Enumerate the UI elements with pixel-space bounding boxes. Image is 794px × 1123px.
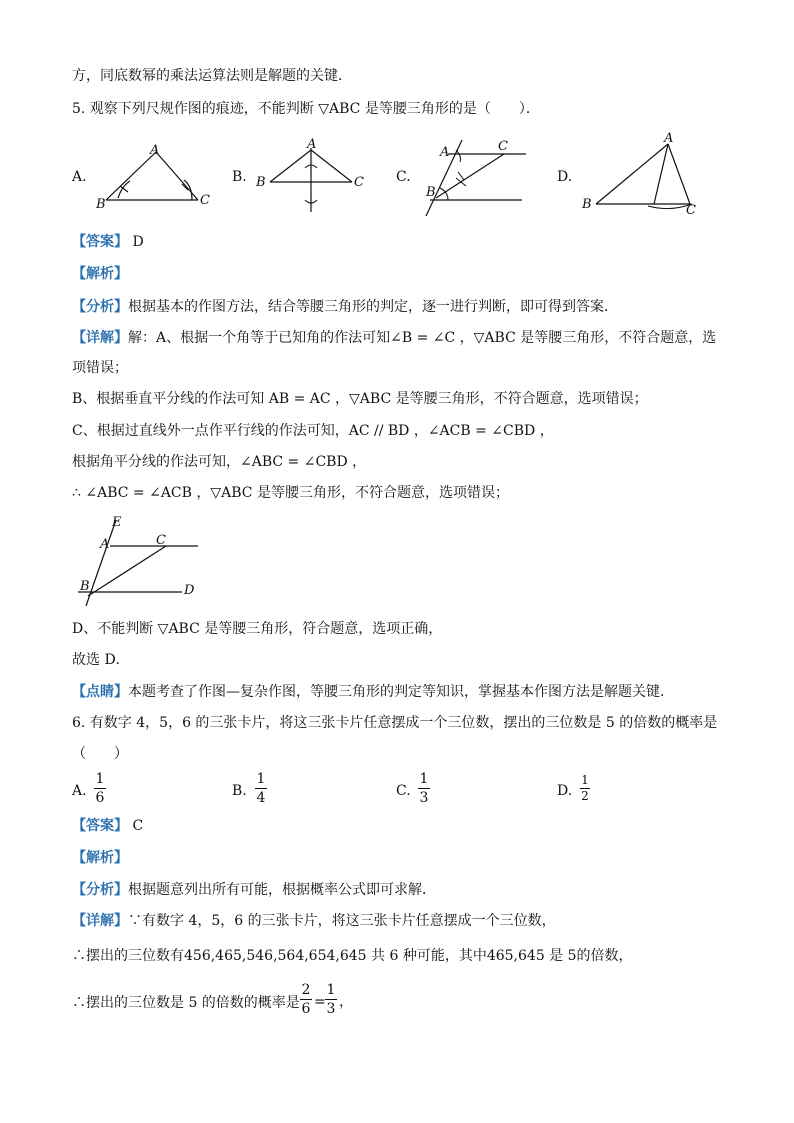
option-a-label: A. [72,783,87,799]
text-line: B、根据垂直平分线的作法可知 AB = AC ，▽ABC 是等腰三角形，不符合题意，选项错误； [72,391,648,407]
analysis-label: 【解析】 [72,850,128,866]
option-d-fraction [580,774,590,803]
question-6: 6. 有数字 4，5，6 的三张卡片，将这三张卡片任意摆成一个三位数，摆出的三位数是 5 的倍数的概率是 [72,715,718,731]
numerator: 2 [301,982,311,998]
option-b-label: B. [232,169,247,185]
question-6-bracket: （ ） [72,746,128,762]
label-a: A [664,132,674,146]
label-b: B [96,197,106,212]
text-line: 根据角平分线的作法可知，∠ABC = ∠CBD ， [72,454,367,470]
numerator: 1 [95,771,105,787]
probability-text: ∴摆出的三位数是 5 的倍数的概率是 [72,995,300,1011]
fenxi-tag: 【分析】 [72,299,128,315]
text-line: ∴ ∠ABC = ∠ACB ，▽ABC 是等腰三角形，不符合题意，选项错误； [72,485,509,501]
answer-tag: 【答案】 [72,818,128,834]
dianjing-tag: 【点睛】 [72,684,128,700]
figure-option-b [250,136,380,216]
answer-value: D [132,234,144,250]
fenxi-text: 根据基本的作图方法，结合等腰三角形的判定，逐一进行判断，即可得到答案． [128,299,618,315]
comma: ， [339,994,353,1010]
xiangjie-text: 解：A、根据一个角等于已知角的作法可知∠B = ∠C ，▽ABC 是等腰三角形，不符合题意，选 [128,330,717,346]
text-line: ∴摆出的三位数有456,465,546,564,654,645 共 6 种可能，其中465,645 是 5的倍数， [72,948,633,964]
text-line: 方，同底数幂的乘法运算法则是解题的关键． [72,68,352,84]
analysis-tag [72,848,128,868]
probability-fraction-2 [325,982,337,1017]
question-5: 5. 观察下列尺规作图的痕迹，不能判断 ▽ABC 是等腰三角形的是（ ）． [72,101,540,117]
label-a: A [440,145,450,160]
fenxi-text: 根据题意列出所有可能，根据概率公式即可求解． [128,882,436,898]
label-a: A [150,143,160,158]
answer-line [72,816,143,836]
label-a: A [100,537,110,552]
figure-explanation-c [72,512,212,612]
label-d: D [184,583,195,598]
denominator: 3 [419,790,429,806]
denominator: 4 [256,790,266,806]
answer-value: C [132,818,144,834]
xiangjie-text: ∵有数字 4，5，6 的三张卡片，将这三张卡片任意摆成一个三位数， [128,913,556,929]
equals-sign: = [314,994,326,1010]
label-b: B [256,175,266,190]
denominator: 2 [581,789,589,803]
numerator: 1 [419,771,429,787]
xiangjie-line [72,328,716,348]
xiangjie-tag: 【详解】 [72,913,128,929]
numerator: 1 [581,773,589,787]
option-a-fraction [94,771,106,806]
figure-option-a [88,140,218,215]
denominator: 6 [301,1001,311,1017]
label-c: C [354,175,364,190]
option-b-label: B. [232,783,247,799]
answer-tag: 【答案】 [72,234,128,250]
label-e: E [112,515,122,530]
figure-option-d [578,132,708,217]
label-b: B [426,185,436,200]
option-c-label: C. [396,783,411,799]
label-c: C [200,193,210,208]
probability-line [72,993,300,1013]
dianjing-text: 本题考查了作图—复杂作图，等腰三角形的判定等知识，掌握基本作图方法是解题关键． [128,684,674,700]
label-c: C [498,139,508,154]
dianjing-line [72,682,674,702]
option-c-label: C. [396,169,411,185]
text-line: D、不能判断 ▽ABC 是等腰三角形，符合题意，选项正确， [72,621,443,637]
analysis-label: 【解析】 [72,266,128,282]
text-line: 项错误； [72,360,128,376]
option-a-label: A. [72,169,87,185]
option-d-label: D. [557,783,573,799]
answer-line [72,232,144,252]
denominator: 3 [326,1001,336,1017]
fenxi-line [72,297,618,317]
probability-fraction-1 [300,982,312,1017]
xiangjie-tag: 【详解】 [72,330,128,346]
fenxi-line [72,880,436,900]
fenxi-tag: 【分析】 [72,882,128,898]
text-line: 故选 D． [72,652,130,668]
label-b: B [80,579,90,594]
option-d-label: D. [557,169,573,185]
option-c-fraction [418,771,430,806]
numerator: 1 [256,771,266,787]
analysis-tag [72,264,128,284]
option-b-fraction [255,771,267,806]
label-a: A [307,137,317,152]
denominator: 6 [95,790,105,806]
numerator: 1 [326,982,336,998]
label-c: C [686,203,696,217]
text-line: C、根据过直线外一点作平行线的作法可知，AC // BD ，∠ACB = ∠CBD ， [72,423,554,439]
xiangjie-line [72,911,556,931]
label-b: B [582,197,592,212]
figure-option-c [416,136,536,218]
label-c: C [156,533,166,548]
